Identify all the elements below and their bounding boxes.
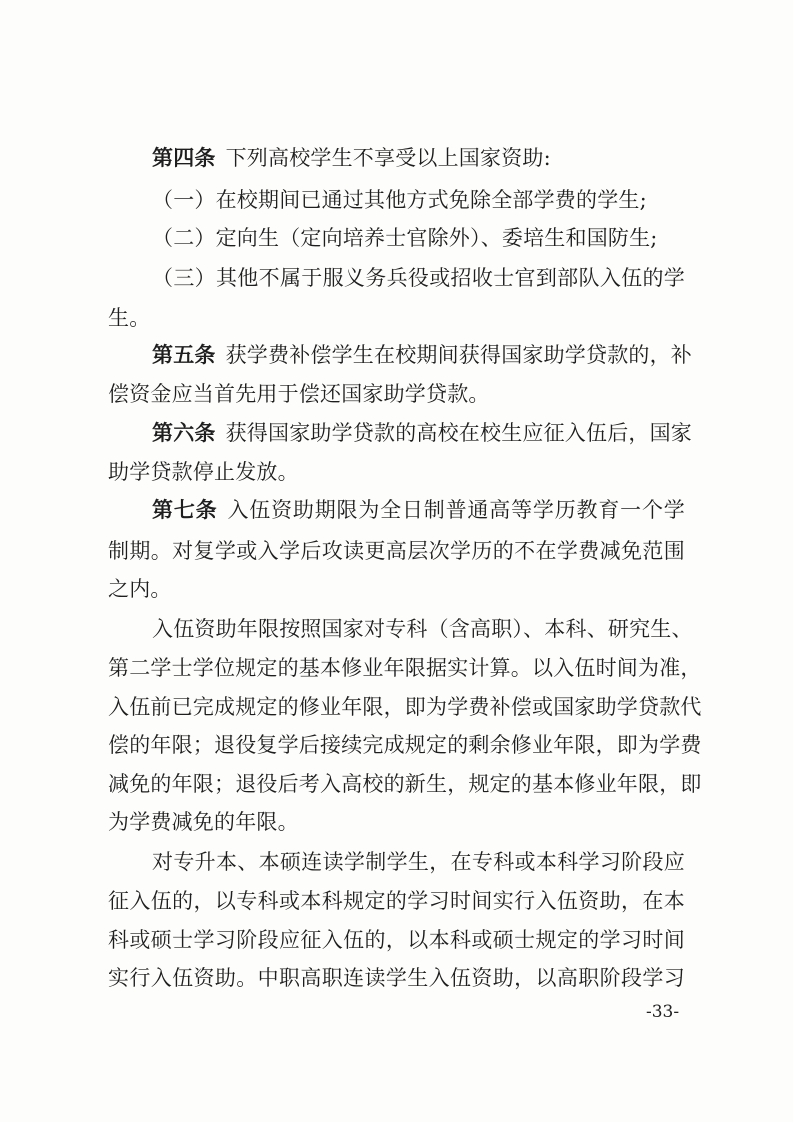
paragraph-line — [152, 258, 685, 298]
line-text: 入伍前已完成规定的修业年限，即为学费补偿或国家助学贷款代 — [108, 695, 702, 719]
paragraph-line — [108, 452, 685, 492]
line-text: （二）定向生（定向培养士官除外）、委培生和国防生; — [152, 226, 658, 250]
paragraph-line — [108, 725, 702, 765]
line-text: 科或硕士学习阶段应征入伍的，以本科或硕士规定的学习时间 — [108, 928, 685, 952]
line-text: （一）在校期间已通过其他方式免除全部学费的学生; — [152, 188, 647, 212]
line-text: 入伍资助期限为全日制普通高等学历教育一个学 — [227, 498, 685, 522]
paragraph-line — [152, 335, 693, 375]
paragraph-line — [152, 490, 685, 530]
paragraph-line — [108, 531, 685, 571]
line-text: 实行入伍资助。中职高职连读学生入伍资助，以高职阶段学习 — [108, 966, 685, 990]
page-number: -33- — [646, 1002, 680, 1022]
paragraph-line — [108, 648, 702, 688]
paragraph-line — [108, 920, 685, 960]
article-label: 第六条 — [152, 420, 216, 445]
line-text: 助学贷款停止发放。 — [108, 460, 299, 484]
paragraph-line — [152, 218, 685, 258]
line-text: 之内。 — [108, 577, 172, 601]
paragraph-line — [108, 298, 685, 338]
paragraph-line — [108, 374, 685, 414]
paragraph-line — [108, 802, 685, 842]
paragraph-line — [152, 138, 685, 178]
article-label: 第五条 — [152, 342, 216, 367]
paragraph-line — [108, 569, 685, 609]
line-text: 偿资金应当首先用于偿还国家助学贷款。 — [108, 382, 490, 406]
article-label: 第四条 — [152, 145, 216, 170]
paragraph-line — [152, 413, 693, 453]
line-text: 减免的年限；退役后考入高校的新生，规定的基本修业年限，即 — [108, 772, 702, 796]
line-text: 入伍资助年限按照国家对专科（含高职）、本科、研究生、 — [152, 617, 693, 641]
paragraph-line — [152, 609, 693, 649]
paragraph-line — [108, 881, 685, 921]
line-text: 第二学士学位规定的基本修业年限据实计算。以入伍时间为准， — [108, 656, 702, 680]
line-text: 下列高校学生不享受以上国家资助: — [225, 146, 551, 170]
line-text: 对专升本、本硕连读学制学生，在专科或本科学习阶段应 — [152, 850, 685, 874]
paragraph-line — [152, 842, 685, 882]
line-text: 制期。对复学或入学后攻读更高层次学历的不在学费减免范围 — [108, 539, 685, 563]
paragraph-line — [108, 958, 685, 998]
line-text: 为学费减免的年限。 — [108, 810, 299, 834]
line-text: （三）其他不属于服义务兵役或招收士官到部队入伍的学 — [152, 266, 685, 290]
line-text: 获得国家助学贷款的高校在校生应征入伍后，国家 — [225, 421, 693, 445]
paragraph-line — [152, 180, 685, 220]
line-text: 获学费补偿学生在校期间获得国家助学贷款的，补 — [225, 343, 693, 367]
paragraph-line — [108, 764, 702, 804]
article-label: 第七条 — [152, 497, 218, 522]
line-text: 生。 — [108, 306, 151, 330]
line-text: 偿的年限；退役复学后接续完成规定的剩余修业年限，即为学费 — [108, 733, 702, 757]
line-text: 征入伍的，以专科或本科规定的学习时间实行入伍资助，在本 — [108, 889, 685, 913]
paragraph-line — [108, 687, 702, 727]
